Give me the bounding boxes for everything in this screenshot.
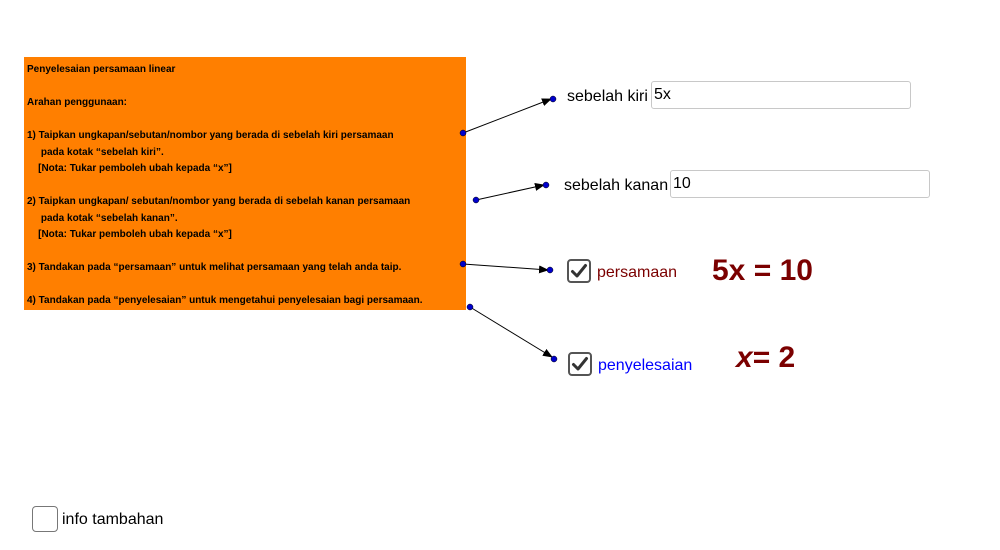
extra-info-label[interactable]: info tambahan [62, 511, 164, 528]
equation-equals: = [745, 254, 780, 287]
instructions-panel [24, 57, 466, 310]
instruction-line: 4) Tandakan pada “penyelesaian” untuk mengetahui penyelesaian bagi persamaan. [27, 295, 423, 306]
extra-info-checkbox[interactable] [32, 506, 58, 532]
arrow-to-left-side [460, 96, 556, 136]
instruction-line [27, 178, 466, 195]
instruction-line: [Nota: Tukar pemboleh ubah kepada “x”] [27, 163, 232, 174]
arrow-to-equation-toggle [460, 261, 553, 273]
equation-rhs: 10 [779, 254, 813, 287]
instruction-line [27, 79, 466, 96]
equation-label[interactable]: persamaan [597, 264, 678, 281]
solution-checkbox[interactable] [568, 352, 592, 376]
instruction-line [27, 112, 466, 129]
left-side-input[interactable] [651, 81, 911, 109]
left-side-label: sebelah kiri [567, 88, 648, 105]
solution-equals: = [752, 341, 779, 374]
solution-label[interactable]: penyelesaian [598, 357, 693, 374]
instruction-line [27, 244, 466, 261]
instruction-line: pada kotak “sebelah kiri”. [27, 146, 164, 158]
checkmark-icon [570, 262, 588, 280]
arrow-to-solution-toggle [467, 304, 557, 362]
solution-display [736, 341, 795, 375]
instruction-line: Penyelesaian persamaan linear [27, 64, 176, 75]
solution-value: 2 [778, 341, 796, 374]
instruction-line [27, 277, 466, 294]
instruction-line: pada kotak “sebelah kanan”. [27, 212, 178, 224]
instruction-line: 2) Taipkan ungkapan/ sebutan/nombor yang berada di sebelah kanan persamaan [27, 196, 411, 207]
instruction-line: 3) Tandakan pada “persamaan” untuk melihat persamaan yang telah anda taip. [27, 262, 402, 273]
instruction-line: 1) Taipkan ungkapan/sebutan/nombor yang berada di sebelah kiri persamaan [27, 130, 394, 141]
right-side-input[interactable] [670, 170, 930, 198]
instruction-line: Arahan penggunaan: [27, 97, 128, 108]
checkmark-icon [571, 355, 589, 373]
instruction-line: [Nota: Tukar pemboleh ubah kepada “x”] [27, 229, 232, 240]
right-side-label: sebelah kanan [564, 177, 669, 194]
equation-display [712, 254, 813, 288]
solution-variable: x [736, 341, 753, 374]
arrow-to-right-side [473, 182, 549, 203]
equation-lhs: 5x [712, 254, 746, 287]
equation-checkbox[interactable] [567, 259, 591, 283]
